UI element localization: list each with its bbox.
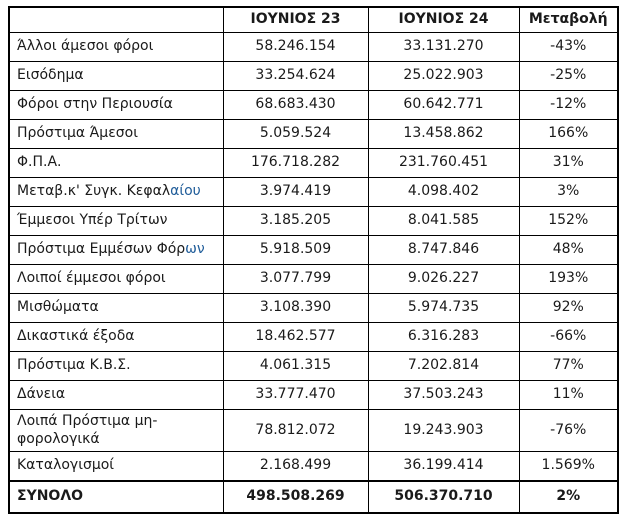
jun23-value: 58.246.154 <box>223 33 368 62</box>
row-label: Δικαστικά έξοδα <box>17 328 135 345</box>
jun23-value: 3.077.799 <box>223 265 368 294</box>
jun23-value: 176.718.282 <box>223 149 368 178</box>
change-value: -66% <box>519 323 618 352</box>
change-value: -25% <box>519 62 618 91</box>
table-row <box>9 381 618 410</box>
jun24-value: 9.026.227 <box>368 265 519 294</box>
table-row <box>9 62 618 91</box>
row-label-cell <box>9 207 223 236</box>
table-row <box>9 207 618 236</box>
jun23-value: 3.974.419 <box>223 178 368 207</box>
jun24-value: 8.041.585 <box>368 207 519 236</box>
jun24-value: 6.316.283 <box>368 323 519 352</box>
row-label-cell <box>9 294 223 323</box>
change-value: 3% <box>519 178 618 207</box>
jun24-value: 4.098.402 <box>368 178 519 207</box>
jun23-value: 18.462.577 <box>223 323 368 352</box>
change-value: -12% <box>519 91 618 120</box>
jun23-value: 2.168.499 <box>223 452 368 482</box>
row-label-blue-part: αίου <box>170 183 201 200</box>
row-label-blue-part: ων <box>185 241 205 258</box>
table-row <box>9 178 618 207</box>
table-row <box>9 352 618 381</box>
row-label: Μεταβ.κ' Συγκ. Κεφαλ <box>17 183 171 200</box>
row-label: Πρόστιμα Κ.Β.Σ. <box>17 357 131 374</box>
total-jun23-value: 498.508.269 <box>223 481 368 513</box>
row-label: Μισθώματα <box>17 299 99 316</box>
row-label: Πρόστιμα Εμμέσων Φόρ <box>17 241 186 258</box>
row-label-cell <box>9 62 223 91</box>
jun24-value: 19.243.903 <box>368 410 519 452</box>
jun23-value: 33.777.470 <box>223 381 368 410</box>
jun24-value: 13.458.862 <box>368 120 519 149</box>
jun23-value: 3.108.390 <box>223 294 368 323</box>
row-label-cell <box>9 452 223 482</box>
row-label: Λοιποί έμμεσοι φόροι <box>17 270 166 287</box>
row-label-cell <box>9 265 223 294</box>
jun24-value: 231.760.451 <box>368 149 519 178</box>
row-label-cell <box>9 352 223 381</box>
table-footer <box>9 481 618 513</box>
row-label-cell <box>9 33 223 62</box>
header-cell-jun24: ΙΟΥΝΙΟΣ 24 <box>368 7 519 33</box>
change-value: 77% <box>519 352 618 381</box>
jun24-value: 36.199.414 <box>368 452 519 482</box>
change-value: 92% <box>519 294 618 323</box>
jun24-value: 25.022.903 <box>368 62 519 91</box>
jun24-value: 8.747.846 <box>368 236 519 265</box>
change-value: 166% <box>519 120 618 149</box>
table-row <box>9 33 618 62</box>
change-value: 31% <box>519 149 618 178</box>
total-jun24-value: 506.370.710 <box>368 481 519 513</box>
change-value: -76% <box>519 410 618 452</box>
table-row <box>9 294 618 323</box>
row-label-cell <box>9 323 223 352</box>
table-body <box>9 33 618 482</box>
row-label: Εισόδημα <box>17 67 84 84</box>
row-label: Λοιπά Πρόστιμα μη-φορολογικά <box>17 413 158 447</box>
row-label: Άλλοι άμεσοι φόροι <box>17 38 154 55</box>
header-cell-empty <box>9 7 223 33</box>
header-cell-change: Μεταβολή <box>519 7 618 33</box>
jun23-value: 3.185.205 <box>223 207 368 236</box>
jun23-value: 5.059.524 <box>223 120 368 149</box>
change-value: 1.569% <box>519 452 618 482</box>
jun24-value: 7.202.814 <box>368 352 519 381</box>
table-row <box>9 452 618 482</box>
jun23-value: 33.254.624 <box>223 62 368 91</box>
change-value: 11% <box>519 381 618 410</box>
row-label-cell <box>9 120 223 149</box>
table-row <box>9 410 618 452</box>
row-label-cell <box>9 178 223 207</box>
table-row <box>9 265 618 294</box>
row-label: Πρόστιμα Άμεσοι <box>17 125 138 142</box>
jun23-value: 4.061.315 <box>223 352 368 381</box>
change-value: 193% <box>519 265 618 294</box>
jun23-value: 5.918.509 <box>223 236 368 265</box>
row-label: Έμμεσοι Υπέρ Τρίτων <box>17 212 168 229</box>
row-label: Καταλογισμοί <box>17 457 115 474</box>
row-label: Φόροι στην Περιουσία <box>17 96 173 113</box>
table-row <box>9 91 618 120</box>
total-change-value: 2% <box>519 481 618 513</box>
change-value: 152% <box>519 207 618 236</box>
row-label-cell <box>9 410 223 452</box>
table-row <box>9 236 618 265</box>
jun24-value: 33.131.270 <box>368 33 519 62</box>
header-row <box>9 7 618 33</box>
row-label-cell <box>9 91 223 120</box>
change-value: -43% <box>519 33 618 62</box>
table-row <box>9 323 618 352</box>
tax-revenue-comparison-table <box>8 6 619 514</box>
row-label-cell <box>9 381 223 410</box>
change-value: 48% <box>519 236 618 265</box>
row-label-cell <box>9 149 223 178</box>
total-label: ΣΥΝΟΛΟ <box>9 481 223 513</box>
total-row <box>9 481 618 513</box>
table-row <box>9 120 618 149</box>
jun24-value: 60.642.771 <box>368 91 519 120</box>
table-header <box>9 7 618 33</box>
row-label: Φ.Π.Α. <box>17 154 62 171</box>
jun24-value: 5.974.735 <box>368 294 519 323</box>
table-row <box>9 149 618 178</box>
jun23-value: 68.683.430 <box>223 91 368 120</box>
header-cell-jun23: ΙΟΥΝΙΟΣ 23 <box>223 7 368 33</box>
jun24-value: 37.503.243 <box>368 381 519 410</box>
row-label: Δάνεια <box>17 386 66 403</box>
row-label-cell <box>9 236 223 265</box>
jun23-value: 78.812.072 <box>223 410 368 452</box>
